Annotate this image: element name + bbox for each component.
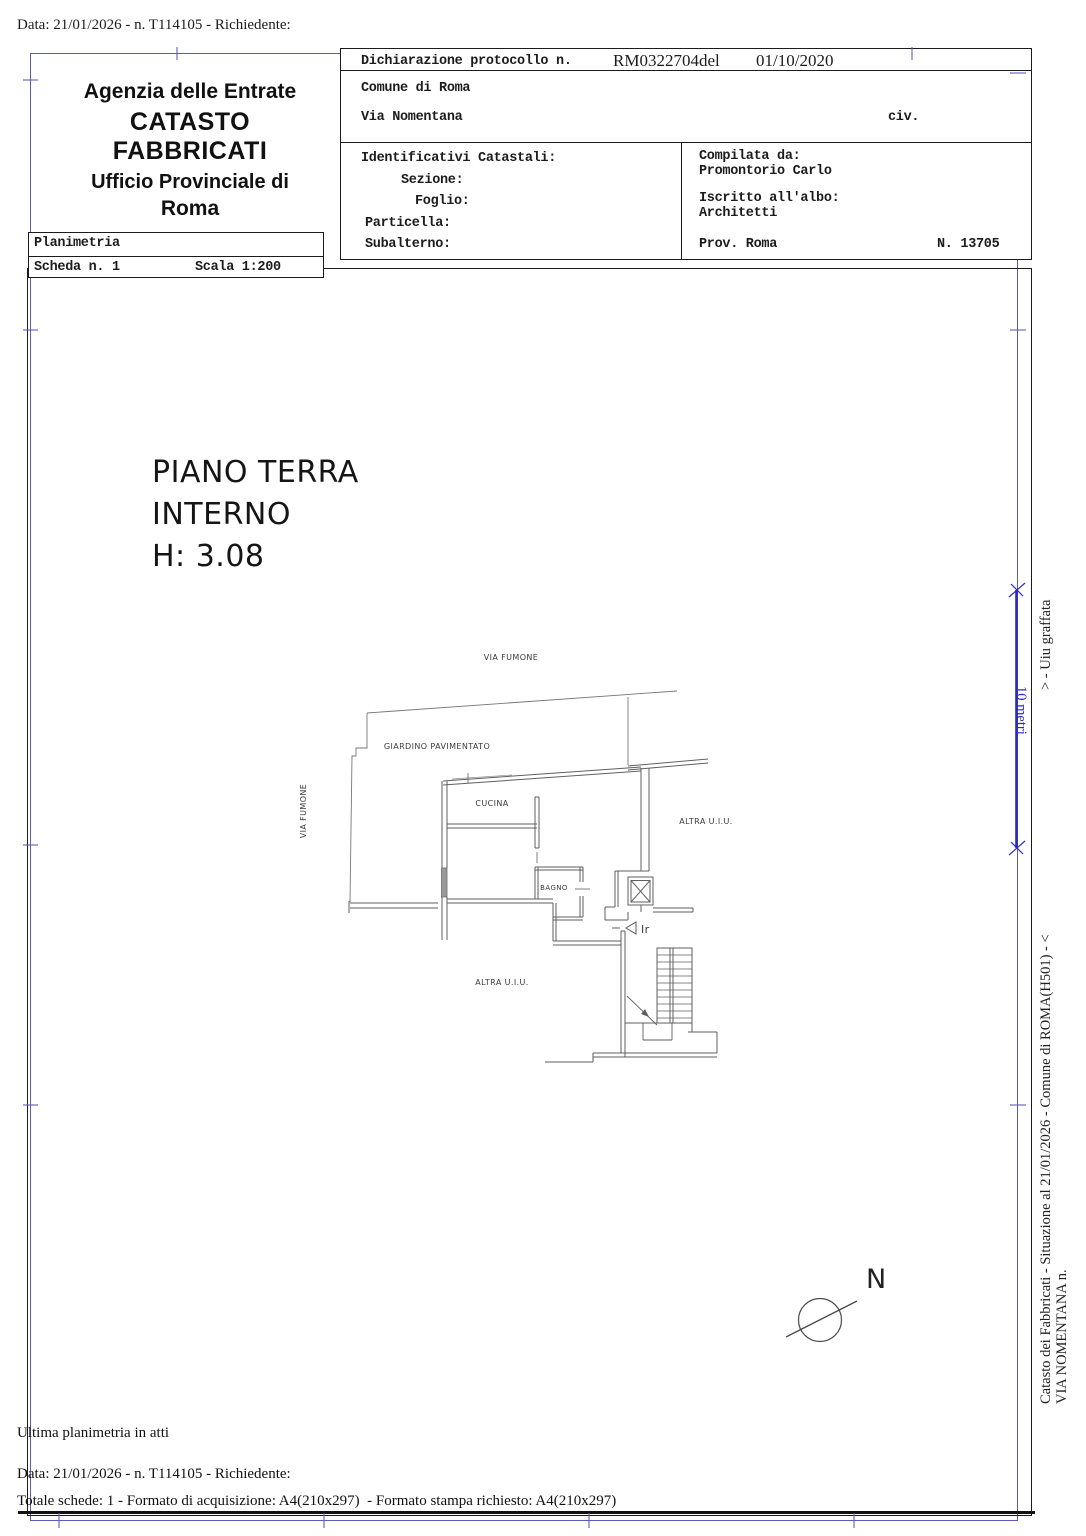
agency-line2: CATASTO FABBRICATI (112, 108, 268, 165)
albo-value: Architetti (699, 206, 778, 221)
floor-title-line3: H: 3.08 (152, 539, 265, 574)
uiu-graffata-note: > - Uiu graffata (1038, 599, 1054, 690)
north-arrow (786, 1264, 886, 1342)
compilata-name: Promontorio Carlo (699, 164, 832, 179)
elevator-symbol (628, 877, 653, 912)
protocol-label: Dichiarazione protocollo n. (361, 54, 572, 69)
albo-label: Iscritto all'albo: (699, 191, 840, 206)
altra-uiu-lower-label: ALTRA U.I.U. (475, 978, 529, 987)
foglio-label: Foglio: (415, 194, 470, 209)
via-fumone-top-label: VIA FUMONE (483, 653, 539, 662)
catasto-margin-line: Catasto dei Fabbricati - Situazione al 21/01/2026 - Comune di ROMA(H501) - < (1038, 934, 1054, 1404)
via-label: Via Nomentana (361, 110, 463, 125)
agency-line4: Roma (160, 197, 220, 220)
giardino-label: GIARDINO PAVIMENTATO (383, 742, 491, 751)
north-line (786, 1301, 857, 1337)
civ-label: civ. (888, 110, 920, 125)
particella-label: Particella: (365, 216, 451, 231)
top-date-line: Data: 21/01/2026 - n. T114105 - Richiedente: (17, 17, 291, 33)
protocol-number: RM0322704del (613, 51, 720, 70)
north-label: N (866, 1264, 887, 1295)
agency-line3: Ufficio Provinciale di (91, 171, 289, 193)
lot-boundary (350, 691, 677, 902)
footer-ultima: Ultima planimetria in atti (17, 1425, 170, 1441)
ir-label: Ir (641, 923, 650, 936)
scale-bar-label: 10 metri (1013, 686, 1029, 735)
entrance-symbol (612, 922, 636, 934)
window-hatch (442, 868, 448, 897)
building-walls (349, 759, 708, 1057)
agency-line1: Agenzia delle Entrate (83, 80, 297, 103)
compilata-title: Compilata da: (699, 149, 801, 164)
subalterno-label: Subalterno: (365, 237, 451, 252)
identificativi-title: Identificativi Catastali: (361, 151, 557, 166)
scala-label: Scala 1:200 (195, 260, 281, 275)
albo-number: N. 13705 (937, 237, 1000, 252)
scheda-label: Scheda n. 1 (34, 260, 120, 275)
via-fumone-left-label: VIA FUMONE (299, 783, 308, 839)
comune-label: Comune di Roma (361, 81, 471, 96)
protocol-date: 01/10/2020 (756, 51, 834, 70)
altra-uiu-right-label: ALTRA U.I.U. (679, 817, 733, 826)
via-nomentana-margin-line: VIA NOMENTANA n. (1054, 1269, 1070, 1404)
floor-title-line1: PIANO TERRA (152, 455, 359, 490)
prov-label: Prov. Roma (699, 237, 778, 252)
footer-totale: Totale schede: 1 - Formato di acquisizione: A4(210x297) - Formato stampa richiesto: A4(210x297) (17, 1493, 617, 1509)
floor-title-line2: INTERNO (152, 497, 291, 532)
frame-ticks (23, 47, 1026, 1528)
bagno-label: BAGNO (540, 884, 568, 892)
cucina-label: CUCINA (475, 799, 509, 808)
sezione-label: Sezione: (401, 173, 464, 188)
staircase (545, 948, 717, 1062)
planimetria-title: Planimetria (34, 236, 120, 251)
plan-labels (299, 653, 733, 987)
footer-data: Data: 21/01/2026 - n. T114105 - Richiedente: (17, 1466, 291, 1482)
